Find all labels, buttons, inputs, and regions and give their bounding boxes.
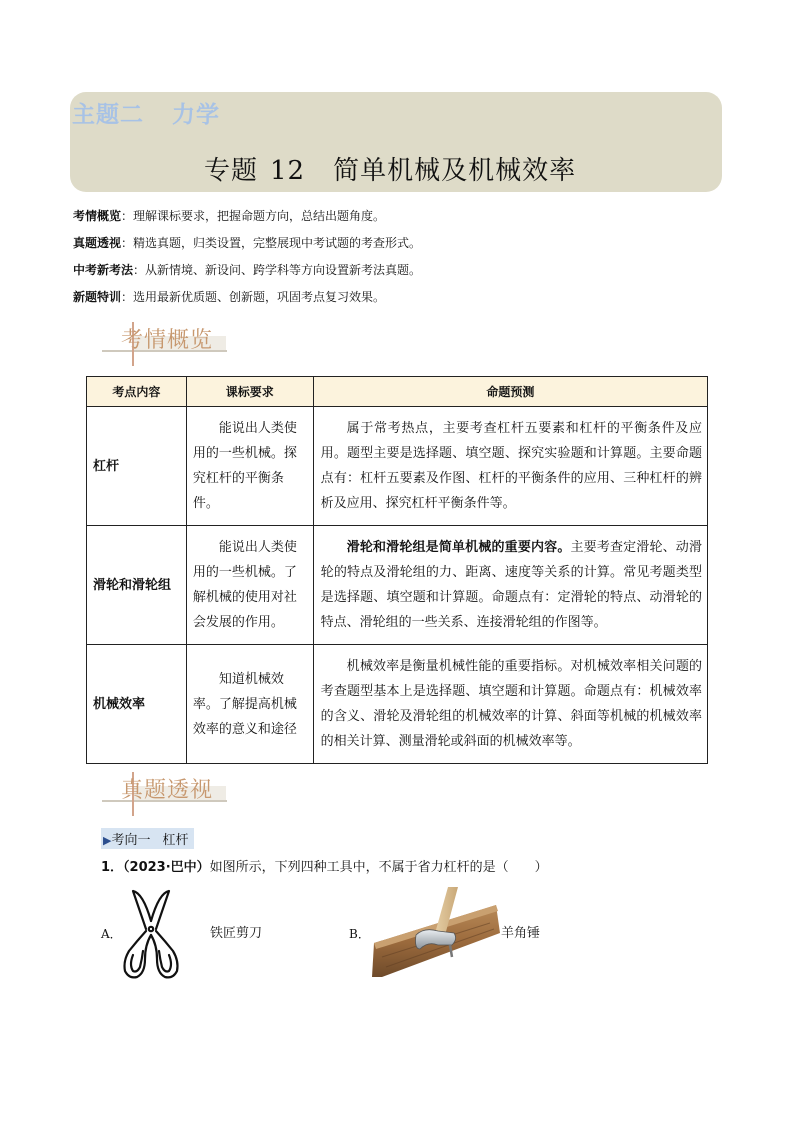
question-number: 1． <box>101 860 124 875</box>
prediction-text: 机械效率是衡量机械性能的重要指标。对机械效率相关问题的考查题型基本上是选择题、填空题和计算题。命题点有：机械效率的含义、滑轮及滑轮组的机械效率的计算、斜面等机械的机械效率的相关计算、测量滑轮或斜面的机械效率等。 <box>320 659 702 749</box>
intro-line <box>73 234 421 251</box>
option-a-caption: 铁匠剪刀 <box>210 926 263 941</box>
section-heading-real-questions <box>102 772 232 818</box>
prediction-text: 主要考查定滑轮、动滑轮的特点及滑轮组的力、距离、速度等关系的计算。常见考题类型是选择题、填空题和计算题。命题点有：定滑轮的特点、动滑轮的特点、滑轮组的一些关系、连接滑轮组的作图等。 <box>320 540 702 630</box>
table-header-row <box>87 377 708 407</box>
prediction-cell <box>313 526 707 645</box>
direction-label: 考向一 <box>111 833 151 848</box>
option-a-letter: A． <box>101 927 122 941</box>
intro-label: 新题特训 <box>73 290 122 304</box>
overview-table <box>86 376 708 764</box>
table-row <box>87 526 708 645</box>
prediction-cell <box>313 407 707 526</box>
special-title <box>204 150 576 187</box>
intro-text: ：从新情境、新设问、跨学科等方向设置新考法真题。 <box>133 263 422 277</box>
special-number: 12 <box>270 156 306 186</box>
column-header: 课标要求 <box>186 377 313 407</box>
triangle-marker-icon: ▶ <box>103 834 112 847</box>
claw-hammer-icon <box>372 887 502 981</box>
intro-label: 真题透视 <box>73 236 122 250</box>
intro-label: 考情概览 <box>73 209 122 223</box>
intro-text: ：精选真题，归类设置，完整展现中考试题的考查形式。 <box>121 236 422 250</box>
question-source: （2023·巴中） <box>123 860 210 875</box>
special-prefix: 专题 <box>204 156 259 186</box>
option-b-caption: 羊角锤 <box>501 926 541 941</box>
intro-text: ：选用最新优质题、创新题，巩固考点复习效果。 <box>121 290 386 304</box>
question-stem <box>101 856 548 875</box>
intro-text: ：理解课标要求，把握命题方向，总结出题角度。 <box>121 209 386 223</box>
requirement-cell: 能说出人类使用的一些机械。了解机械的使用对社会发展的作用。 <box>186 526 313 645</box>
theme-main: 主题二 <box>72 102 144 128</box>
scissors-icon <box>115 885 187 985</box>
question-text: 如图所示，下列四种工具中，不属于省力杠杆的是（ ） <box>209 860 548 875</box>
intro-line <box>73 288 385 305</box>
section-title: 考情概览 <box>121 328 214 353</box>
column-header: 命题预测 <box>313 377 707 407</box>
exam-direction-label <box>101 828 194 849</box>
requirement-cell: 知道机械效率。了解提高机械效率的意义和途径 <box>186 645 313 764</box>
prediction-bold: 滑轮和滑轮组是简单机械的重要内容。 <box>346 540 571 555</box>
section-title: 真题透视 <box>121 778 214 803</box>
theme-title <box>72 96 220 129</box>
table-row <box>87 645 708 764</box>
special-name: 简单机械及机械效率 <box>333 156 577 186</box>
theme-sub: 力学 <box>172 102 220 128</box>
prediction-text: 属于常考热点，主要考查杠杆五要素和杠杆的平衡条件及应用。题型主要是选择题、填空题、探究实验题和计算题。主要命题点有：杠杆五要素及作图、杠杆的平衡条件的应用、三种杠杆的辨析及应用、探究杠杆平衡条件等。 <box>320 421 702 511</box>
column-header: 考点内容 <box>87 377 187 407</box>
prediction-cell <box>313 645 707 764</box>
intro-line <box>73 207 385 224</box>
option-b-letter: B． <box>349 927 370 941</box>
requirement-cell: 能说出人类使用的一些机械。探究杠杆的平衡条件。 <box>186 407 313 526</box>
topic-cell: 机械效率 <box>87 645 187 764</box>
section-heading-overview <box>102 322 232 368</box>
direction-topic: 杠杆 <box>162 833 189 848</box>
topic-cell: 滑轮和滑轮组 <box>87 526 187 645</box>
table-row <box>87 407 708 526</box>
intro-label: 中考新考法 <box>73 263 134 277</box>
topic-cell: 杠杆 <box>87 407 187 526</box>
intro-line <box>73 261 421 278</box>
